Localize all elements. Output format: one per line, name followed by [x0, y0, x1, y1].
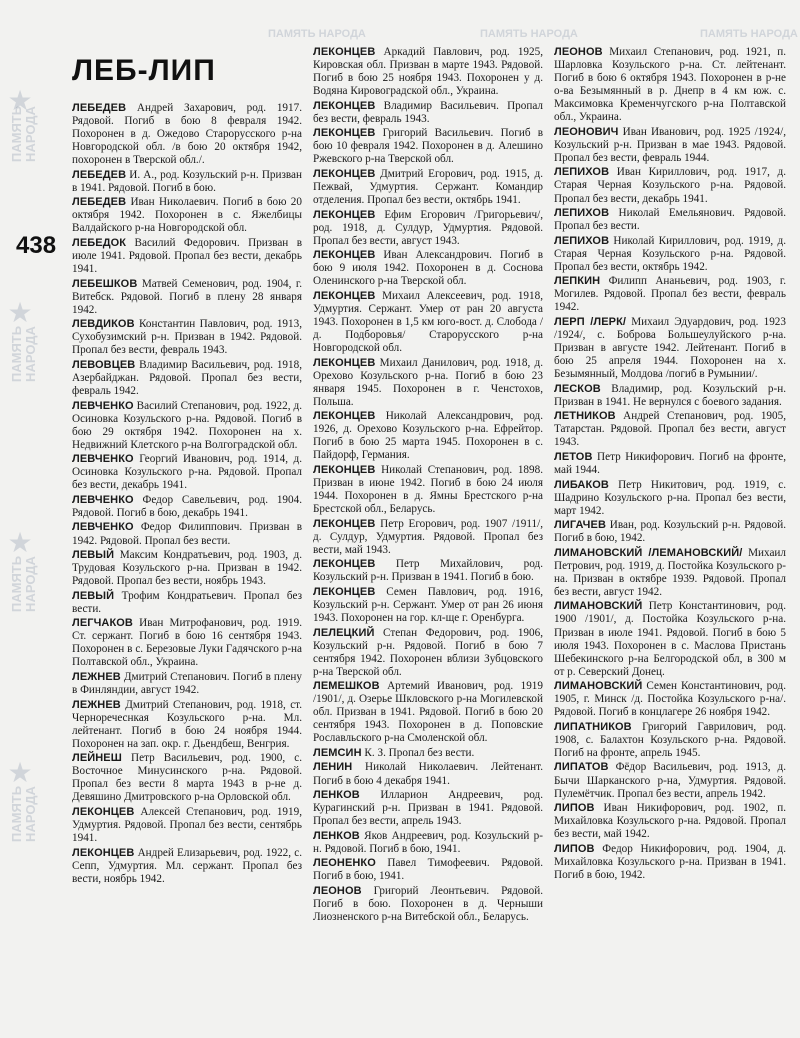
- watermark-text: ПАМЯТЬ НАРОДА: [268, 28, 366, 40]
- entry-text: Андрей Захарович, род. 1917. Рядовой. Погиб в бою 8 февраля 1942. Похоронен в д. Ожедово Старорусского р-на Новгородской обл. /в бою 20 октября 1942, похоронен в Тверской обл./.: [72, 102, 302, 167]
- entry-text: Артемий Иванович, род. 1919 /1901/, д. Озерье Шкловского р-на Могилевской обл. Призван в 1941. Рядовой. Погиб в бою 20 сентября 1943. Похоронен в д. Поповские Рославльского р-на Смоленской обл.: [313, 680, 543, 745]
- text-column-3: [554, 46, 786, 883]
- entry-surname: ЛЕНКОВ: [313, 829, 360, 842]
- entry-text: Петр Никифорович. Погиб на фронте, май 1944.: [554, 450, 786, 476]
- entry: [72, 494, 302, 520]
- entry: [72, 318, 302, 357]
- text-column-1: [72, 102, 302, 887]
- entry: [313, 46, 543, 98]
- entry-surname: ЛЕПИХОВ: [554, 207, 610, 220]
- entry-text: Трофим Кондратьевич. Пропал без вести.: [72, 589, 303, 615]
- entry-text: Владимир Васильевич, род. 1918, Азербайджан. Рядовой. Пропал без вести, февраль 1942.: [72, 358, 302, 397]
- entry-surname: ЛЕКОНЦЕВ: [313, 289, 376, 302]
- entry-surname: ЛИМАНОВСКИЙ: [554, 680, 643, 693]
- entry-text: Иван Николаевич. Погиб в бою 20 октября 1942. Похоронен в с. Яжелбицы Валдайского р-на Новгородской обл.: [72, 196, 302, 235]
- entry: [554, 721, 786, 760]
- entry-text: Иван Никифорович, род. 1902, п. Михайловка Козульского р-на. Рядовой. Пропал без вести, май 1942.: [554, 802, 786, 841]
- entry: [72, 453, 302, 492]
- entry: [72, 617, 302, 669]
- entry-text: Григорий Гаврилович, род. 1908, с. Балахтон Козульского р-на. Рядовой. Погиб на фронте, апрель 1945.: [554, 720, 786, 759]
- entry-text: Дмитрий Степанович. Погиб в плену в Финляндии, август 1942.: [72, 670, 302, 697]
- entry-surname: ЛЕОНОВ: [313, 884, 362, 897]
- entry-surname: ЛЕБЕШКОВ: [72, 277, 138, 290]
- entry-surname: ЛИМАНОВСКИЙ: [554, 600, 643, 613]
- entry-surname: ЛЕОНЕНКО: [313, 857, 376, 870]
- entry: [72, 847, 302, 886]
- page-heading: ЛЕБ-ЛИП: [72, 54, 216, 87]
- entry-text: Матвей Семенович, род. 1904, г. Витебск. Рядовой. Погиб в плену 28 января 1942.: [72, 277, 302, 316]
- entry-text: Семен Константинович, род. 1905, г. Минск /д. Постойка Козульского р-на/. Рядовой. Погиб в концлагере 26 ноября 1942.: [554, 680, 786, 719]
- entry-text: Фёдор Васильевич, род. 1913, д. Бычи Шарканского р-на, Удмуртия. Рядовой. Пулемётчик. Пропал без вести, апрель 1942.: [554, 761, 786, 800]
- entry-text: Степан Федорович, род. 1906, Козульский р-н. Рядовой. Погиб в бою 7 сентября 1942. Похоронен вблизи Зубцовского р-на Тверской обл.: [313, 626, 543, 678]
- entry: [72, 521, 302, 547]
- entry: [554, 843, 786, 882]
- entry: [554, 166, 786, 205]
- entry-surname: ЛЕТОВ: [554, 450, 593, 463]
- entry: [313, 249, 543, 288]
- entry-surname: ЛЕЖНЕВ: [72, 670, 121, 683]
- entry: [554, 275, 786, 314]
- entry: [72, 169, 302, 195]
- entry-surname: ЛЕЖНЕВ: [72, 698, 121, 711]
- entry-text: Андрей Степанович, род. 1905, Татарстан. Рядовой. Пропал без вести, август 1943.: [554, 410, 786, 449]
- entry-surname: ЛЕГЧАКОВ: [72, 617, 133, 630]
- entry-surname: ЛЕКОНЦЕВ: [313, 249, 376, 262]
- entry-surname: ЛИПАТОВ: [554, 761, 609, 774]
- entry-text: Николай Александрович, род. 1926, д. Орехово Козульского р-на. Ефрейтор. Погиб в бою 25 марта 1945. Похоронен в с. Пайдорф, Германия.: [313, 410, 543, 462]
- entry-surname: ЛЕКОНЦЕВ: [313, 517, 376, 530]
- page-number: 438: [16, 232, 57, 259]
- entry: [313, 100, 543, 126]
- entry-surname: ЛЕВОВЦЕВ: [72, 358, 136, 371]
- entry-surname: ЛЕКОНЦЕВ: [313, 167, 376, 180]
- entry-text: Петр Васильевич, род. 1900, с. Восточное Минусинского р-на. Рядовой. Пропал без вести 8 марта 1943 в р-не д. Девяшино Дмитровского р-на Орловской обл.: [72, 752, 303, 804]
- entry-text: Николай Емельянович. Рядовой. Пропал без вести.: [554, 207, 786, 233]
- entry-text: Алексей Степанович, род. 1919, Удмуртия. Рядовой. Пропал без вести, сентябрь 1941.: [72, 805, 303, 845]
- entry: [554, 519, 786, 545]
- entry-surname: ЛЕБЕДЕВ: [72, 102, 127, 114]
- entry-text: Яков Андреевич, род. Козульский р-н. Рядовой. Погиб в бою, 1941.: [313, 829, 543, 855]
- entry: [554, 451, 786, 477]
- watermark-text: ПАМЯТЬ НАРОДА: [9, 105, 38, 163]
- watermark-text: ПАМЯТЬ НАРОДА: [9, 555, 38, 613]
- entry-text: Петр Егорович, род. 1907 /1911/, д. Сулдур, Удмуртия. Рядовой. Пропал без вести, май 1943.: [313, 517, 544, 556]
- star-watermark-icon: ★: [7, 758, 33, 789]
- entry-text: Петр Константинович, род. 1900 /1901/, д. Постойка Козульского р-на. Призван в июле 1941. Рядовой. Погиб в бою 5 июля 1943. Похоронен в с. Маслова Пристань Шебекинского р-на Белгородской обл, в 300 м от р. Северский Донец.: [554, 600, 786, 678]
- entry-text: Аркадий Павлович, род. 1925, Кировская обл. Призван в марте 1943. Рядовой. Погиб в бою 25 ноября 1943. Похоронен у д. Водяна Кировоградской обл., Украина.: [313, 46, 544, 98]
- entry: [313, 410, 543, 462]
- entry-text: Григорий Васильевич. Погиб в бою 10 февраля 1942. Похоронен в д. Алешино Ржевского р-на Тверской обл.: [313, 127, 544, 166]
- entry-surname: ЛИБАКОВ: [554, 478, 609, 491]
- entry-text: Георгий Иванович, род. 1914, д. Осиновка Козульского р-на. Рядовой. Пропал без вести, декабрь 1941.: [72, 453, 302, 492]
- star-watermark-icon: ★: [7, 528, 33, 559]
- entry-text: Василий Степанович, род. 1922, д. Осиновка Козульского р-на. Рядовой. Погиб в бою 29 октября 1942. Похоронен на х. Недвижний Клетского р-на Волгоградской обл.: [72, 399, 302, 451]
- star-watermark-icon: ★: [7, 298, 33, 329]
- entry: [554, 410, 786, 449]
- entry-surname: ЛЕКОНЦЕВ: [313, 463, 376, 476]
- entry-text: Григорий Леонтьевич. Рядовой. Погиб в бою. Похоронен в д. Черныши Лиозненского р-на Витебской обл., Беларусь.: [313, 884, 543, 923]
- entry: [72, 699, 302, 751]
- entry-text: Михаил Данилович, род. 1918, д. Орехово Козульского р-на. Погиб в бою 23 января 1945. Похоронен в г. Ченстохов, Польша.: [313, 356, 543, 408]
- entry-surname: ЛЕМЕШКОВ: [313, 680, 380, 693]
- entry-surname: ЛЕОНОВ: [554, 46, 603, 58]
- entry: [72, 359, 302, 398]
- entry-text: Иван Александрович. Погиб в бою 9 июля 1942. Похоронен в д. Соснова Оленинского р-на Тверской обл.: [313, 249, 543, 288]
- entry: [72, 196, 302, 235]
- entry: [313, 518, 543, 557]
- entry: [313, 586, 543, 625]
- entry-text: Федор Никифорович, род. 1904, д. Михайловка Козульского р-на. Призван в 1941. Погиб в бою, 1942.: [554, 842, 787, 881]
- entry-surname: ЛЕКОНЦЕВ: [313, 208, 376, 221]
- entry-text: Михаил Эдуардович, род. 1923 /1924/, с. Боброва Большеулуйского р-на. Призван в августе 1942. Лейтенант. Погиб в бою 25 апреля 1944. Похоронен на х. Безымянный, Молдова /погиб в Румынии/.: [554, 315, 786, 381]
- entry-surname: ЛИПОВ: [554, 802, 595, 815]
- entry: [313, 885, 543, 924]
- entry-surname: ЛИПАТНИКОВ: [554, 720, 632, 733]
- entry-surname: ЛЕНКОВ: [313, 789, 360, 802]
- entry-surname: ЛЕВЧЕНКО: [72, 521, 134, 534]
- entry: [72, 237, 302, 276]
- entry: [554, 802, 786, 841]
- watermark-text: ПАМЯТЬ НАРОДА: [700, 28, 798, 40]
- entry-surname: ЛЕНИН: [313, 761, 353, 774]
- entry: [313, 680, 543, 745]
- entry: [554, 761, 786, 800]
- entry-surname: ЛЕВЫЙ: [72, 549, 115, 562]
- entry-text: Иван Митрофанович, род. 1919. Ст. сержант. Погиб в бою 16 сентября 1943. Похоронен в с. Березовые Луки Гадячского р-на Полтавской обл., Украина.: [72, 617, 302, 669]
- entry-text: К. З. Пропал без вести.: [364, 746, 475, 759]
- entry-text: Петр Михайлович, род. Козульский р-н. Призван в 1941. Погиб в бою.: [313, 558, 543, 584]
- entry-text: Петр Никитович, род. 1919, с. Шадрино Козульского р-на. Пропал без вести, март 1942.: [554, 478, 786, 517]
- entry: [554, 207, 786, 233]
- entry-text: Михаил Петрович, род. 1919, д. Постойка Козульского р-на. Призван в октябре 1939. Рядовой. Пропал без вести, август 1942.: [554, 546, 786, 598]
- entry-surname: ЛЕКОНЦЕВ: [313, 558, 376, 571]
- entry: [313, 290, 543, 355]
- entry-surname: ЛЕКОНЦЕВ: [313, 585, 376, 598]
- entry-text: Дмитрий Егорович, род. 1915, д. Пежвай, Удмуртия. Сержант. Командир отделения. Пропал без вести, октябрь 1941.: [313, 167, 543, 207]
- entry-text: Михаил Степанович, род. 1921, п. Шарловка Козульского р-на. Ст. лейтенант. Погиб в бою 6 октября 1943. Похоронен в р-не о-ва Безымянный в р. Днепр в 4 км юж. с. Максимовка Кременчугского р-на Полтавской обл., Украина.: [554, 46, 786, 124]
- entry: [72, 400, 302, 452]
- entry: [313, 127, 543, 166]
- entry: [313, 357, 543, 409]
- entry: [72, 549, 302, 588]
- entry-text: Павел Тимофеевич. Рядовой. Погиб в бою, 1941.: [313, 857, 544, 883]
- entry-text: Иван Иванович, род. 1925 /1924/, Козульский р-н. Призван в мае 1943. Рядовой. Пропал без вести, февраль 1944.: [554, 125, 786, 164]
- watermark-text: ПАМЯТЬ НАРОДА: [480, 28, 578, 40]
- entry-surname: ЛЕМСИН: [313, 746, 362, 759]
- entry-text: Владимир Васильевич. Пропал без вести, февраль 1943.: [313, 99, 543, 125]
- entry-text: Иван, род. Козульский р-н. Рядовой. Погиб в бою, 1942.: [554, 519, 787, 545]
- entry-text: Константин Павлович, род. 1913, Сухобузимский р-н. Призван в 1942. Рядовой. Пропал без вести, февраль 1943.: [72, 318, 302, 357]
- entry-surname: ЛЕВДИКОВ: [72, 318, 135, 331]
- entry-surname: ЛЕБЕДЕВ: [72, 168, 127, 181]
- entry: [554, 383, 786, 409]
- entry-surname: ЛЕТНИКОВ: [554, 410, 616, 423]
- entry: [313, 627, 543, 679]
- entry-text: Андрей Елизарьевич, род. 1922, с. Сепп, Удмуртия. Мл. сержант. Пропал без вести, ноябрь 1942.: [72, 846, 302, 885]
- entry-surname: ЛЕВЧЕНКО: [72, 453, 134, 466]
- entry-text: Илларион Андреевич, род. Курагинский р-н. Призван в 1941. Рядовой. Пропал без вести, апрель 1943.: [313, 789, 544, 828]
- entry-surname: ЛЕКОНЦЕВ: [313, 99, 376, 112]
- entry-surname: ЛЕВЧЕНКО: [72, 493, 134, 506]
- entry: [313, 464, 543, 516]
- entry-surname: ЛЕКОНЦЕВ: [72, 805, 135, 818]
- entry: [313, 209, 543, 248]
- entry: [554, 46, 786, 124]
- entry-surname: ЛЕПИХОВ: [554, 166, 610, 179]
- entry-surname: ЛЕКОНЦЕВ: [313, 410, 376, 423]
- entry: [554, 600, 786, 678]
- entry: [313, 830, 543, 856]
- entry: [554, 680, 786, 719]
- entry: [313, 857, 543, 883]
- entry-surname: ЛЕРП /ЛЕРК/: [554, 315, 627, 328]
- entry-text: Михаил Алексеевич, род. 1918, Удмуртия. Сержант. Умер от ран 20 августа 1943. Похоронен в 1,5 км юго-вост. д. Слобода /д. Подборовья/ Старорусского р-на Новгородской обл.: [313, 289, 544, 355]
- entry-text: Филипп Ананьевич, род. 1903, г. Могилев. Рядовой. Пропал без вести, февраль 1942.: [554, 275, 786, 314]
- entry-surname: ЛЕВЧЕНКО: [72, 399, 134, 412]
- watermark-text: ПАМЯТЬ НАРОДА: [9, 325, 38, 383]
- entry: [554, 547, 786, 599]
- entry: [554, 235, 786, 274]
- entry-text: Максим Кондратьевич, род. 1903, д. Трудовая Козульского р-на. Призван в 1942. Рядовой. Пропал без вести, ноябрь 1943.: [72, 549, 303, 588]
- entry-text: Василий Федорович. Призван в июле 1941. Рядовой. Пропал без вести, декабрь 1941.: [72, 236, 302, 276]
- entry-surname: ЛЕСКОВ: [554, 382, 601, 395]
- entry-surname: ЛЕКОНЦЕВ: [313, 127, 376, 140]
- watermark-text: ПАМЯТЬ НАРОДА: [9, 785, 38, 843]
- entry-text: Владимир, род. Козульский р-н. Призван в 1941. Не вернулся с боевого задания.: [554, 382, 787, 408]
- entry-text: Федор Савельевич, род. 1904. Рядовой. Погиб в бою, декабрь 1941.: [72, 493, 302, 519]
- entry: [313, 747, 543, 760]
- entry: [554, 479, 786, 518]
- entry-text: И. А., род. Козульский р-н. Призван в 1941. Рядовой. Погиб в бою.: [72, 168, 302, 194]
- entry-surname: ЛЕКОНЦЕВ: [313, 356, 376, 369]
- entry: [72, 278, 302, 317]
- entry: [72, 590, 302, 616]
- entry: [554, 316, 786, 381]
- entry: [72, 671, 302, 697]
- entry-surname: ЛЕБЕДОК: [72, 236, 127, 249]
- entry: [313, 789, 543, 828]
- entry: [313, 558, 543, 584]
- entry-text: Семен Павлович, род. 1916, Козульский р-н. Сержант. Умер от ран 26 июня 1943. Похоронен на гор. кл-ще г. Оренбурга.: [313, 585, 543, 624]
- entry-surname: ЛЕПИХОВ: [554, 234, 610, 247]
- entry-text: Дмитрий Степанович, род. 1918, ст. Черноречеснкая Козульского р-на. Мл. лейтенант. Погиб в бою 24 ноября 1944. Похоронен на зап. окр. г. Дьендбеш, Венгрия.: [72, 698, 302, 750]
- entry-surname: ЛЕПКИН: [554, 275, 601, 288]
- entry: [72, 806, 302, 845]
- entry-surname: ЛИГАЧЕВ: [554, 519, 606, 532]
- entry-text: Иван Кириллович, род. 1917, д. Старая Черная Козульского р-на. Рядовой. Пропал без вести, декабрь 1941.: [554, 166, 786, 205]
- entry-text: Николай Степанович, род. 1898. Призван в июне 1942. Погиб в бою 24 июля 1944. Похоронен в д. Ямны Брестского р-на Брестской обл., Беларусь.: [313, 463, 544, 516]
- entry: [554, 126, 786, 165]
- entry-surname: ЛИМАНОВСКИЙ /ЛЕМАНОВСКИЙ/: [554, 546, 743, 559]
- entry: [313, 761, 543, 787]
- entry-text: Николай Кириллович, род. 1919, д. Старая Черная Козульского р-на. Рядовой. Пропал без вести, октябрь 1942.: [554, 234, 786, 273]
- entry-surname: ЛЕОНОВИЧ: [554, 125, 619, 138]
- entry-surname: ЛЕЙНЕШ: [72, 752, 122, 765]
- entry-surname: ЛЕЛЕЦКИЙ: [313, 626, 375, 639]
- text-column-2: [313, 46, 543, 926]
- entry-surname: ЛЕБЕДЕВ: [72, 196, 127, 209]
- entry-text: Федор Филиппович. Призван в 1942. Рядовой. Пропал без вести.: [72, 521, 302, 547]
- entry-surname: ЛЕКОНЦЕВ: [313, 46, 376, 58]
- entry-text: Николай Николаевич. Лейтенант. Погиб в бою 4 декабря 1941.: [313, 761, 544, 787]
- star-watermark-icon: ★: [7, 86, 33, 117]
- entry: [313, 168, 543, 207]
- entry: [72, 102, 302, 167]
- entry-surname: ЛИПОВ: [554, 842, 595, 855]
- entry-surname: ЛЕВЫЙ: [72, 589, 115, 602]
- entry-text: Ефим Егорович /Григорьевич/, род. 1918, д. Сулдур, Удмуртия. Рядовой. Пропал без вести, август 1943.: [313, 208, 543, 247]
- entry-surname: ЛЕКОНЦЕВ: [72, 846, 135, 859]
- entry: [72, 752, 302, 804]
